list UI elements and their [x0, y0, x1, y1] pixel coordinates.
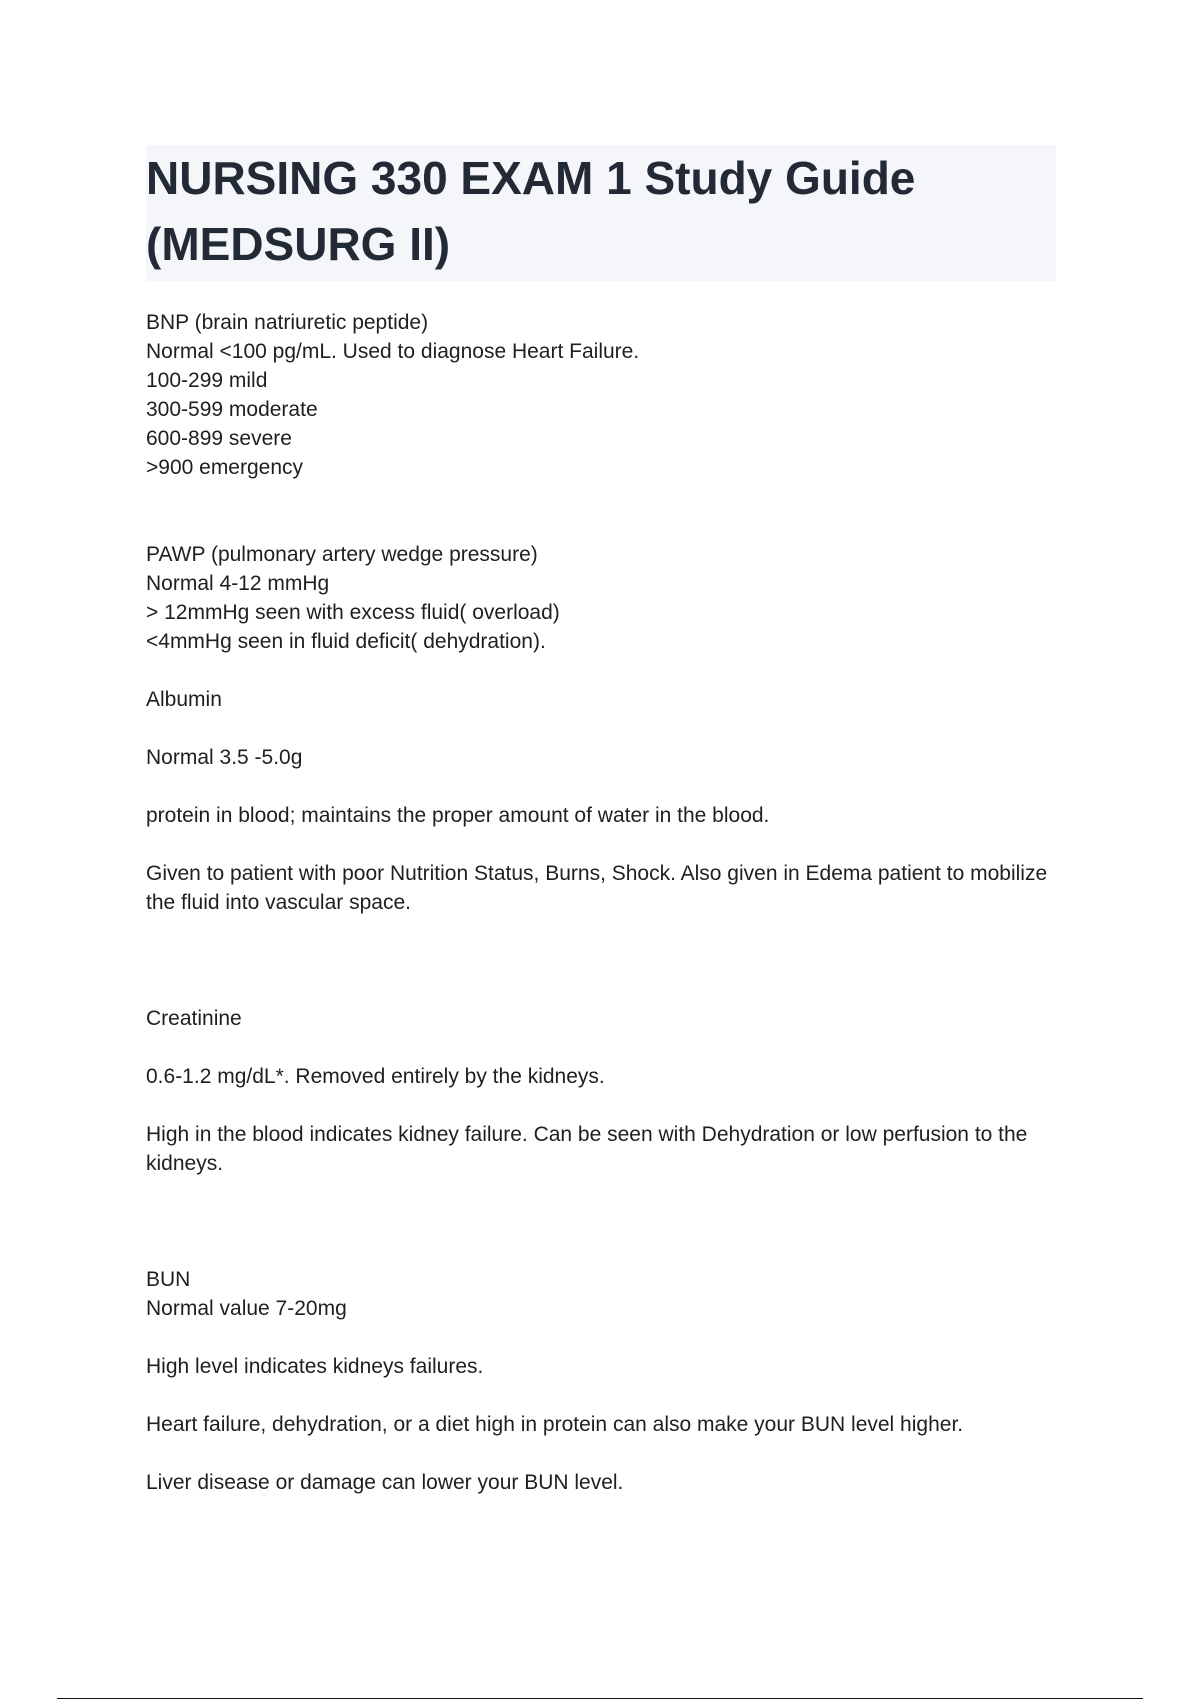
- bun-heading: BUN: [146, 1268, 191, 1291]
- albumin-usage: Given to patient with poor Nutrition Status, Burns, Shock. Also given in Edema patient to mobilize the fluid into vascular space.: [146, 862, 1048, 914]
- section-albumin: [146, 685, 1066, 917]
- section-pawp: [146, 540, 1066, 656]
- pawp-normal: Normal 4-12 mmHg: [146, 572, 330, 595]
- page-title-line-1: NURSING 330 EXAM 1 Study Guide: [146, 152, 916, 204]
- document-body: [146, 308, 1066, 1497]
- bnp-mild: 100-299 mild: [146, 369, 268, 392]
- pawp-low: <4mmHg seen in fluid deficit( dehydration).: [146, 630, 546, 653]
- creatinine-heading: Creatinine: [146, 1007, 242, 1030]
- section-bnp: [146, 308, 1066, 482]
- bun-normal: Normal value 7-20mg: [146, 1297, 347, 1320]
- pawp-high: > 12mmHg seen with excess fluid( overload): [146, 601, 560, 624]
- bnp-emergency: >900 emergency: [146, 456, 304, 479]
- section-creatinine: [146, 1004, 1066, 1178]
- bun-high: High level indicates kidneys failures.: [146, 1355, 484, 1378]
- page-bottom-divider: [57, 1698, 1143, 1699]
- pawp-heading: PAWP (pulmonary artery wedge pressure): [146, 543, 538, 566]
- creatinine-normal: 0.6-1.2 mg/dL*. Removed entirely by the kidneys.: [146, 1065, 605, 1088]
- bnp-normal: Normal <100 pg/mL. Used to diagnose Heart Failure.: [146, 340, 640, 363]
- bnp-moderate: 300-599 moderate: [146, 398, 318, 421]
- section-bun: [146, 1265, 1066, 1497]
- page-title-line-2: (MEDSURG II): [146, 218, 451, 270]
- bun-low: Liver disease or damage can lower your BUN level.: [146, 1471, 624, 1494]
- bun-causes: Heart failure, dehydration, or a diet high in protein can also make your BUN level higher.: [146, 1413, 964, 1436]
- creatinine-high: High in the blood indicates kidney failure. Can be seen with Dehydration or low perfusion to the kidneys.: [146, 1123, 1028, 1175]
- title-block: [146, 145, 1056, 281]
- albumin-normal: Normal 3.5 -5.0g: [146, 746, 303, 769]
- bnp-heading: BNP (brain natriuretic peptide): [146, 311, 429, 334]
- bnp-severe: 600-899 severe: [146, 427, 292, 450]
- albumin-heading: Albumin: [146, 688, 222, 711]
- albumin-description: protein in blood; maintains the proper amount of water in the blood.: [146, 804, 770, 827]
